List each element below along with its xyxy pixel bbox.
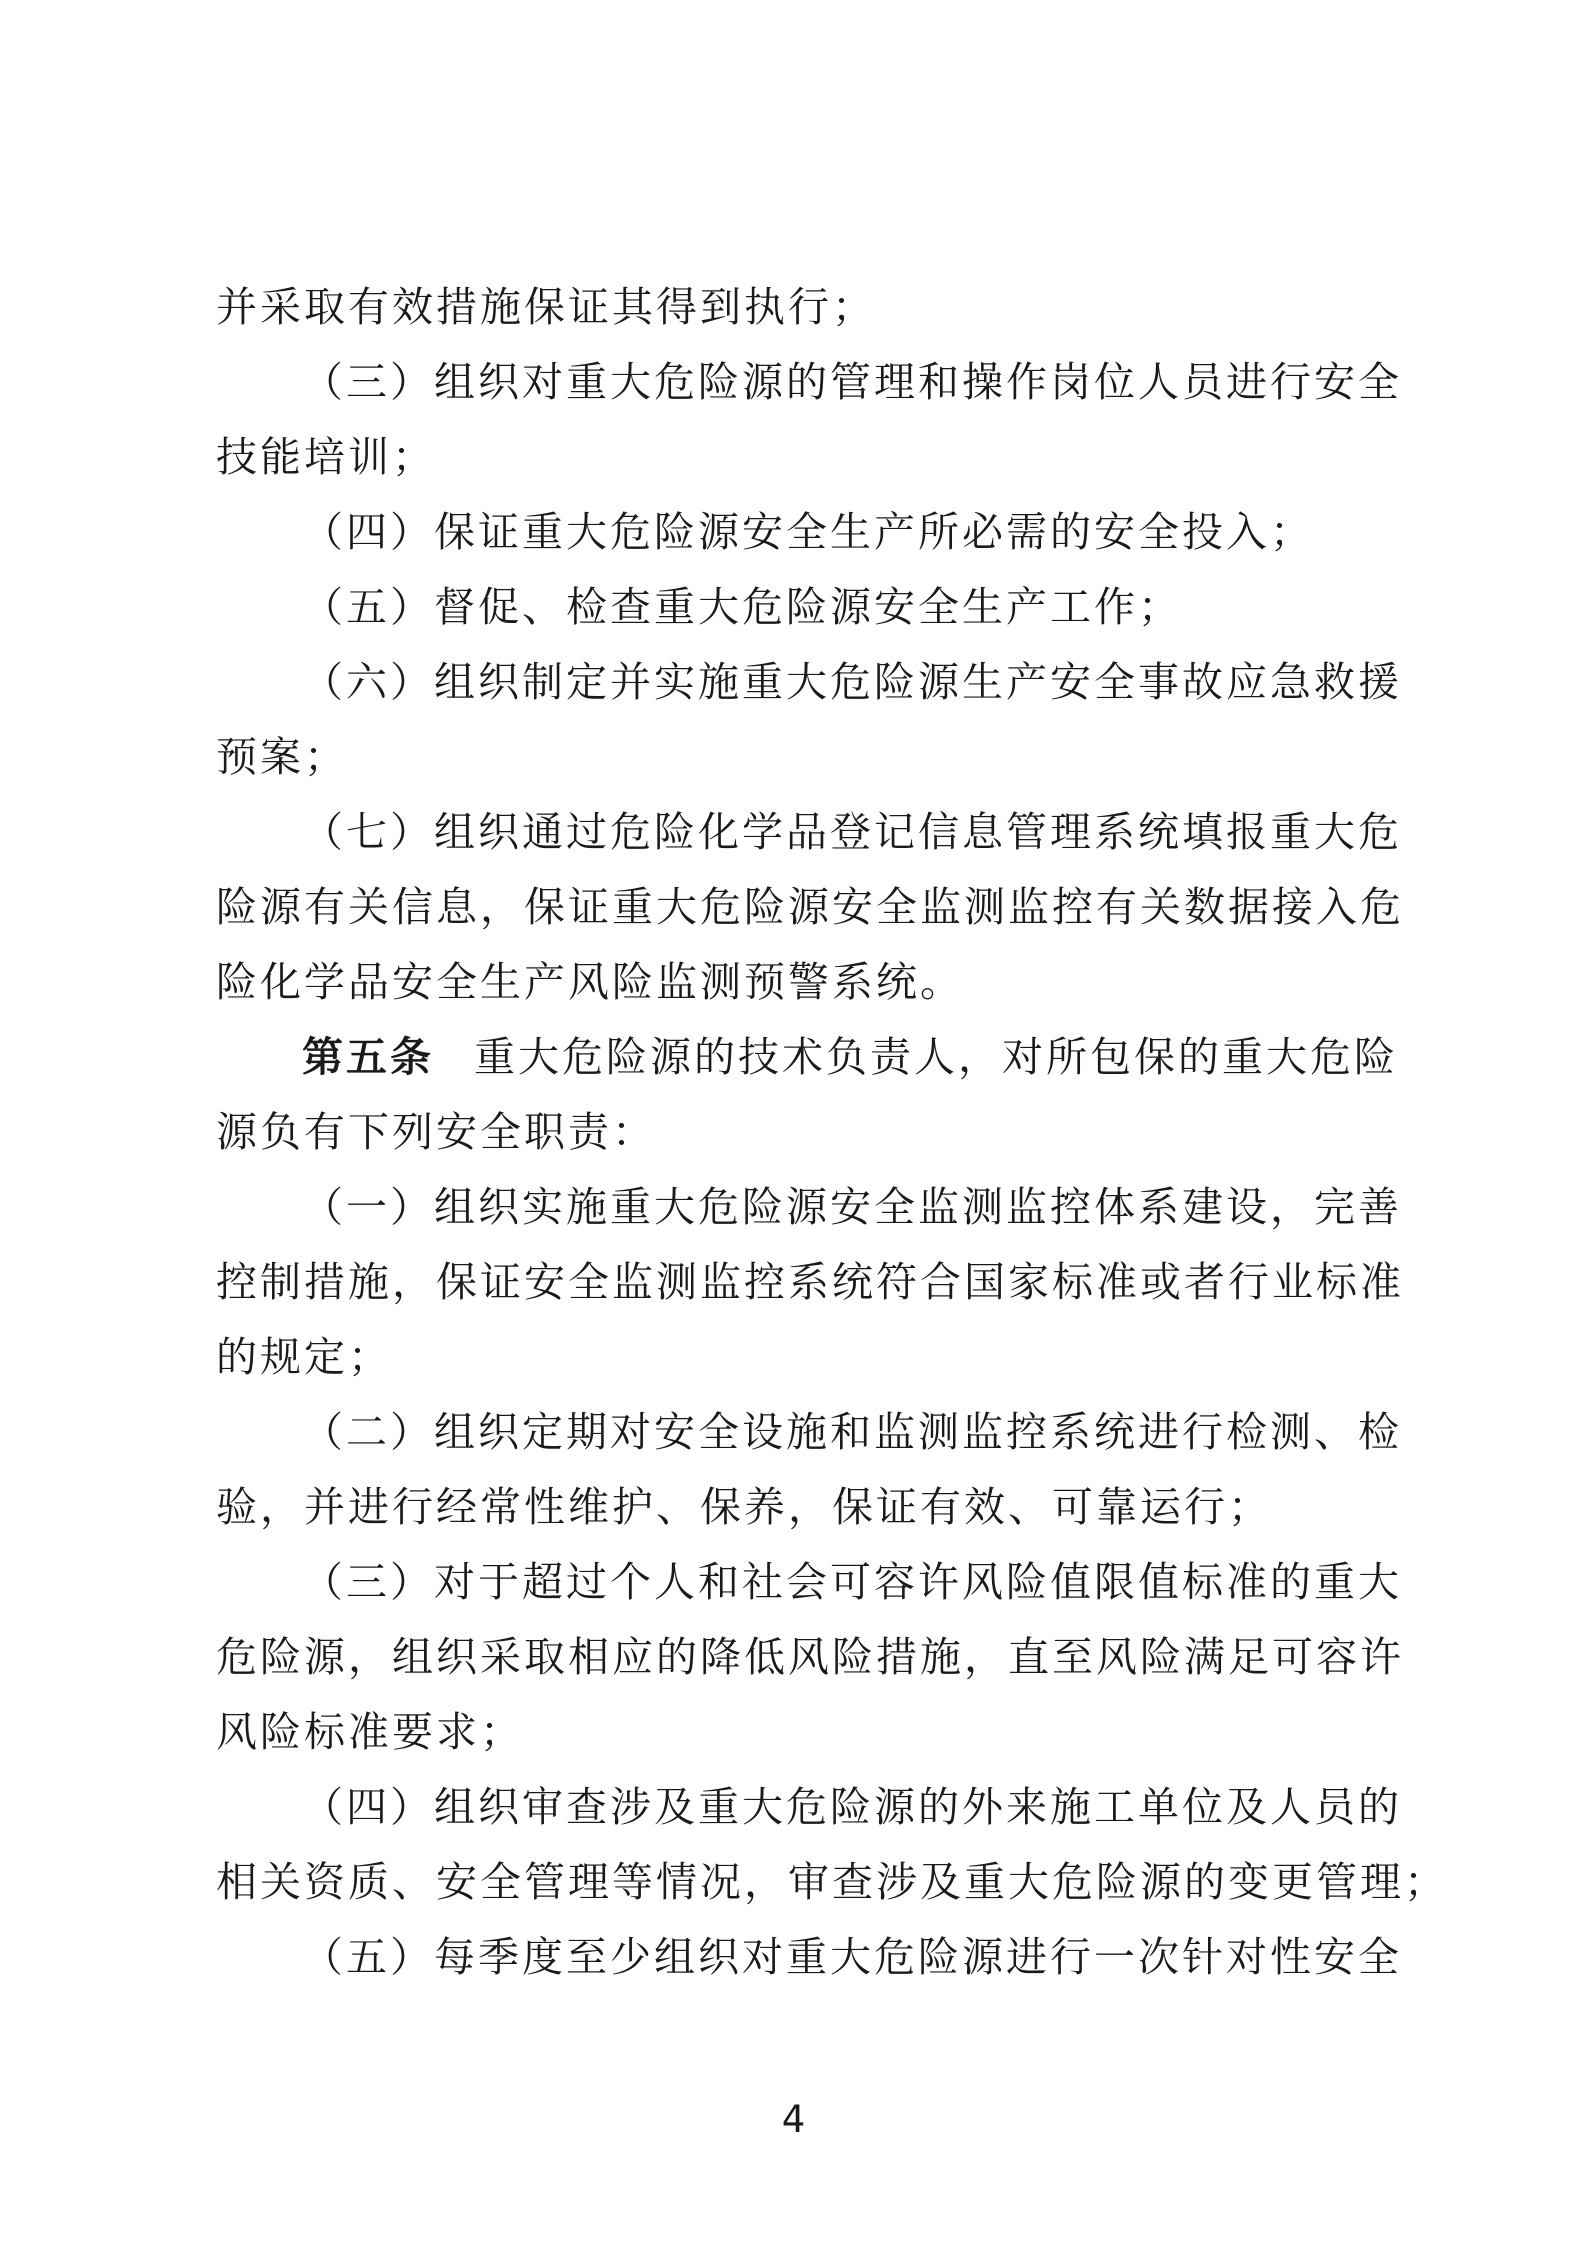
line-1: 并采取有效措施保证其得到执行； <box>216 283 876 331</box>
line-8: （七）组织通过危险化学品登记信息管理系统填报重大危 <box>302 808 1402 856</box>
line-22: 相关资质、安全管理等情况，审查涉及重大危险源的变更管理； <box>216 1858 1448 1906</box>
line-13: （一）组织实施重大危险源安全监测监控体系建设，完善 <box>302 1183 1402 1231</box>
page-number: 4 <box>781 2098 806 2141</box>
line-12: 源负有下列安全职责： <box>216 1108 656 1156</box>
line-18: （三）对于超过个人和社会可容许风险值限值标准的重大 <box>302 1558 1402 1606</box>
line-21: （四）组织审查涉及重大危险源的外来施工单位及人员的 <box>302 1783 1402 1831</box>
body-text <box>216 270 1448 1995</box>
line-15: 的规定； <box>216 1333 392 1381</box>
line-3: 技能培训； <box>216 433 436 481</box>
line-4: （四）保证重大危险源安全生产所必需的安全投入； <box>302 508 1314 556</box>
line-17: 验，并进行经常性维护、保养，保证有效、可靠运行； <box>216 1483 1272 1531</box>
line-5: （五）督促、检查重大危险源安全生产工作； <box>302 583 1182 631</box>
line-19: 危险源，组织采取相应的降低风险措施，直至风险满足可容许 <box>216 1633 1404 1681</box>
line-7: 预案； <box>216 733 348 781</box>
line-16: （二）组织定期对安全设施和监测监控系统进行检测、检 <box>302 1408 1402 1456</box>
article-label: 第五条 <box>302 1033 434 1081</box>
line-2: （三）组织对重大危险源的管理和操作岗位人员进行安全 <box>302 358 1402 406</box>
line-6: （六）组织制定并实施重大危险源生产安全事故应急救援 <box>302 658 1402 706</box>
line-20: 风险标准要求； <box>216 1708 524 1756</box>
line-10: 险化学品安全生产风险监测预警系统。 <box>216 958 964 1006</box>
line-14: 控制措施，保证安全监测监控系统符合国家标准或者行业标准 <box>216 1258 1404 1306</box>
article-5-heading-line: 第五条 重大危险源的技术负责人，对所包保的重大危险 <box>302 1033 1398 1081</box>
line-23: （五）每季度至少组织对重大危险源进行一次针对性安全 <box>302 1933 1402 1981</box>
line-9: 险源有关信息，保证重大危险源安全监测监控有关数据接入危 <box>216 883 1404 931</box>
